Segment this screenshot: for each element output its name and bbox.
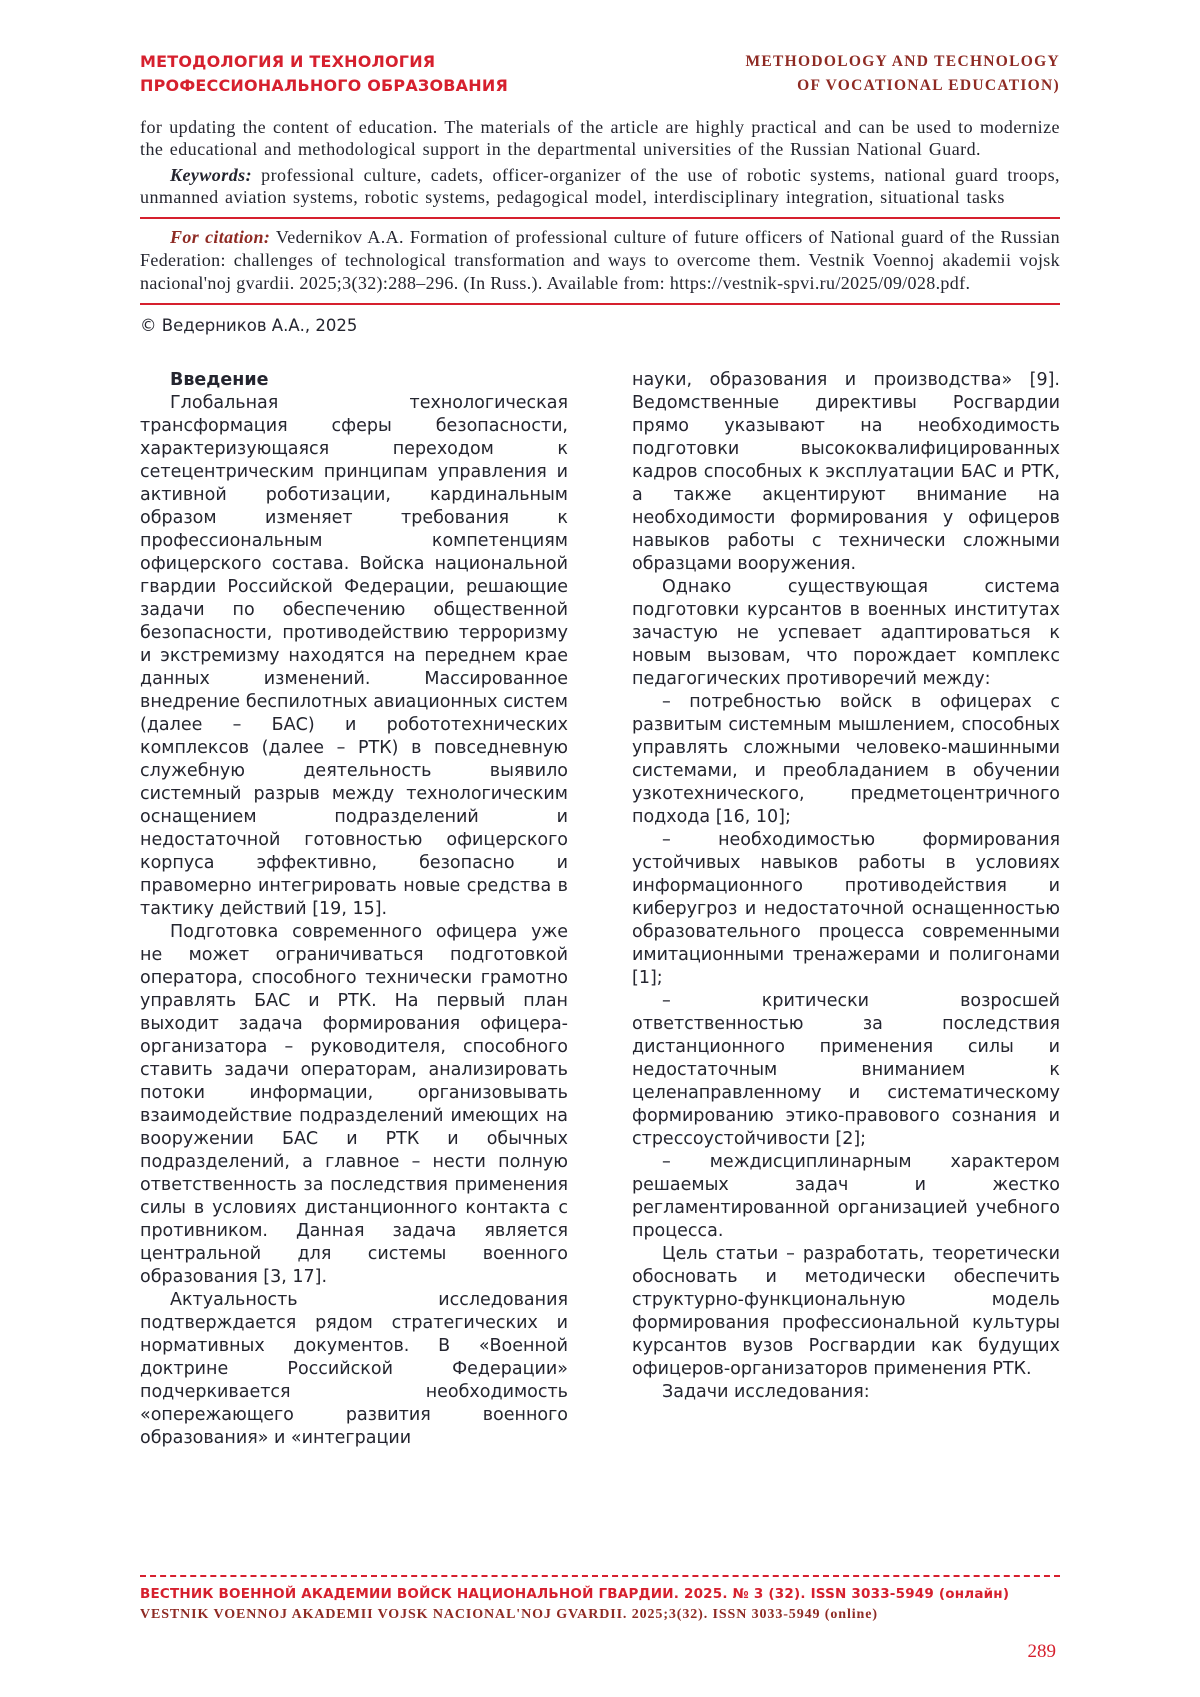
body-paragraph: Цель статьи – разработать, теоретически обосновать и методически обеспечить структурно-функциональную модель формирования профессиональной культуры курсантов вузов Росгвардии как будущих офицеров-организаторов применения РТК.	[632, 1244, 1060, 1380]
left-column	[140, 369, 568, 1450]
body-paragraph-continuation: науки, образования и производства» [9]. Ведомственные директивы Росгвардии прямо указывают на необходимость подготовки высококвалифицированных кадров способных к эксплуатации БАС и РТК, а также акцентируют внимание на необходимости формирования у офицеров навыков работы с технически сложными образцами вооружения.	[632, 370, 1060, 575]
abstract-continuation: for updating the content of education. The materials of the article are highly practical and can be used to modernize the educational and methodological support in the departmental universities of the Russian National Guard.	[140, 117, 1060, 160]
rubric-title-ru	[140, 50, 508, 98]
rubric-ru-line2: ПРОФЕССИОНАЛЬНОГО ОБРАЗОВАНИЯ	[140, 76, 508, 95]
journal-footer	[140, 1575, 1060, 1625]
page-number: 289	[1027, 1641, 1056, 1662]
rubric-ru-line1: МЕТОДОЛОГИЯ И ТЕХНОЛОГИЯ	[140, 52, 436, 71]
article-body	[140, 369, 1060, 1450]
copyright-line: © Ведерников А.А., 2025	[140, 316, 358, 336]
journal-info-ru: ВЕСТНИК ВОЕННОЙ АКАДЕМИИ ВОЙСК НАЦИОНАЛЬНОЙ ГВАРДИИ. 2025. № 3 (32). ISSN 3033-5949 (онлайн)	[140, 1585, 1010, 1602]
journal-info-en: VESTNIK VOENNOJ AKADEMII VOJSK NACIONAL'NOJ GVARDII. 2025;3(32). ISSN 3033-5949 (online)	[140, 1607, 878, 1622]
citation-label: For citation:	[170, 227, 271, 248]
body-paragraph: Задачи исследования:	[662, 1382, 870, 1403]
body-paragraph: Однако существующая система подготовки курсантов в военных институтах зачастую не успевает адаптироваться к новым вызовам, что порождает комплекс педагогических противоречий между:	[632, 577, 1060, 690]
body-paragraph: Подготовка современного офицера уже не может ограничиваться подготовкой оператора, способного технически грамотно управлять БАС и РТК. На первый план выходит задача формирования офицера-организатора – руководителя, способного ставить задачи операторам, анализировать потоки информации, организовывать взаимодействие подразделений имеющих на вооружении БАС и РТК и обычных подразделений, а главное – нести полную ответственность за последствия применения силы в условиях дистанционного контакта с противником. Данная задача является центральной для системы военного образования [3, 17].	[140, 922, 568, 1288]
rubric-en-line1: METHODOLOGY AND TECHNOLOGY	[745, 53, 1060, 70]
citation-paragraph	[140, 226, 1060, 294]
rubric-title-en	[745, 50, 1060, 98]
keywords-text: professional culture, cadets, officer-organizer of the use of robotic systems, national guard troops, unmanned aviation systems, robotic systems, pedagogical model, interdisciplinary integration, situational tasks	[140, 164, 1060, 207]
citation-text: Vedernikov A.A. Formation of professional culture of future officers of National guard of the Russian Federation: challenges of technological transformation and ways to overcome them. Vestnik Voennoj akademii vojsk nacional'noj gvardii. 2025;3(32):288–296. (In Russ.). Available from:	[140, 227, 1061, 293]
right-column	[632, 369, 1060, 1450]
running-head	[140, 50, 1060, 98]
rubric-en-line2: OF VOCATIONAL EDUCATION)	[797, 77, 1060, 95]
keywords-label: Keywords:	[170, 164, 253, 185]
citation-url[interactable]: https://vestnik-spvi.ru/2025/09/028.pdf	[669, 272, 966, 293]
abstract-section	[140, 116, 1060, 208]
keywords-paragraph	[140, 164, 1060, 209]
contradiction-item: – критически возросшей ответственностью за последствия дистанционного применения силы и недостаточным вниманием к целенаправленному и систематическому формированию этико-правового сознания и стрессоустойчивости [2];	[632, 991, 1060, 1150]
contradiction-item: – потребностью войск в офицерах с развитым системным мышлением, способных управлять сложными человеко-машинными системами, и преобладанием в обучении узкотехнического, предметоцентричного подхода [16, 10];	[632, 692, 1060, 828]
section-heading-introduction: Введение	[170, 370, 269, 391]
body-paragraph: Актуальность исследования подтверждается рядом стратегических и нормативных документов. В «Военной доктрине Российской Федерации» подчеркивается необходимость «опережающего развития военного образования» и «интеграции	[140, 1290, 568, 1449]
contradiction-item: – междисциплинарным характером решаемых задач и жестко регламентированной организацией учебного процесса.	[632, 1152, 1060, 1242]
body-paragraph: Глобальная технологическая трансформация сферы безопасности, характеризующаяся переходом к сетецентрическим принципам управления и активной роботизации, кардинальным образом изменяет требования к профессиональным компетенциям офицерского состава. Войска национальной гвардии Российской Федерации, решающие задачи по обеспечению общественной безопасности, противодействию терроризму и экстремизму находятся на переднем крае данных изменений. Массированное внедрение беспилотных авиационных систем (далее – БАС) и робототехнических комплексов (далее – РТК) в повседневную служебную деятельность выявило системный разрыв между технологическим оснащением подразделений и недостаточной готовностью офицерского корпуса эффективно, безопасно и правомерно интегрировать новые средства в тактику действий [19, 15].	[140, 393, 568, 920]
citation-suffix: .	[965, 272, 971, 293]
citation-block	[140, 217, 1060, 305]
contradiction-item: – необходимостью формирования устойчивых навыков работы в условиях информационного противодействия и киберугроз и недостаточной оснащенностью образовательного процесса современными имитационными тренажерами и полигонами [1];	[632, 830, 1060, 989]
